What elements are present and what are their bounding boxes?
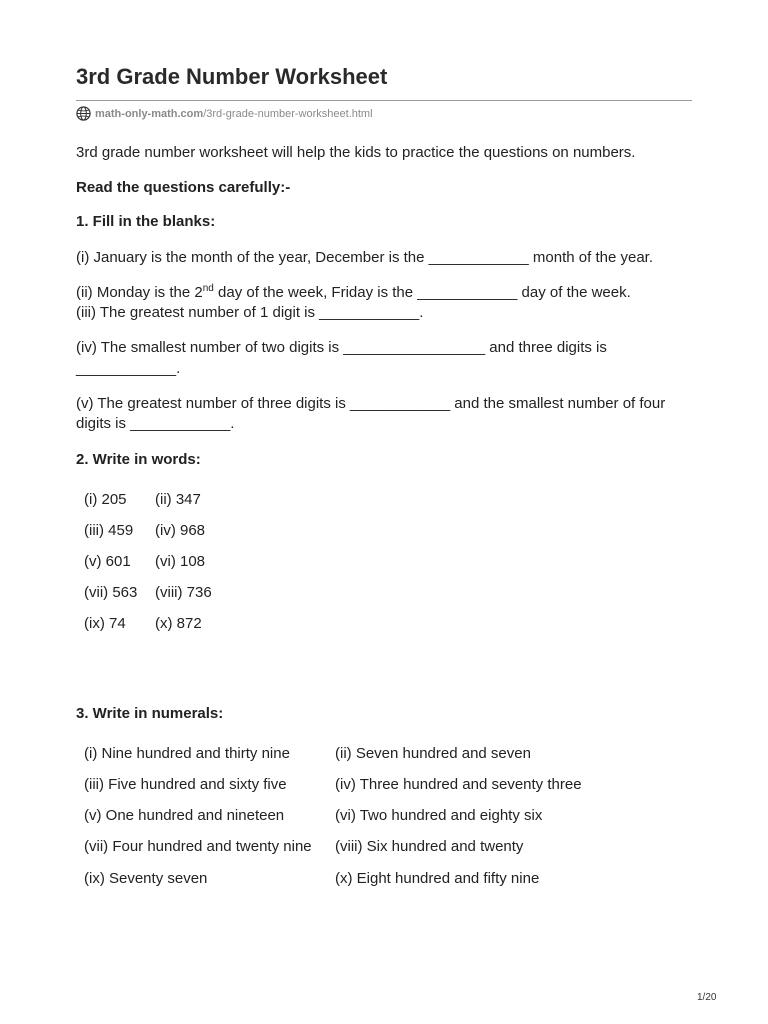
section-2-heading: 2. Write in words: — [76, 451, 201, 468]
list-item: (iii) Five hundred and sixty five — [84, 776, 287, 793]
source-path: /3rd-grade-number-worksheet.html — [203, 107, 373, 120]
question-1-v-line-1: (v) The greatest number of three digits is ____________ and the smallest number of four — [76, 395, 666, 412]
question-1-v-line-2: digits is ____________. — [76, 415, 235, 432]
list-item: (vii) Four hundred and twenty nine — [84, 838, 312, 855]
list-item: (vi) Two hundred and eighty six — [335, 807, 543, 824]
source-link[interactable] — [76, 106, 373, 121]
question-1-ii-pre: (ii) Monday is the 2 — [76, 284, 203, 301]
page-number: 1/20 — [697, 992, 717, 1003]
list-item: (vi) 108 — [155, 553, 206, 570]
list-item: (iii) 459 — [84, 522, 134, 539]
globe-icon — [76, 106, 91, 121]
list-item: (v) 601 — [84, 553, 131, 570]
question-1-i: (i) January is the month of the year, December is the ____________ month of the year. — [76, 249, 654, 266]
title-divider — [76, 100, 692, 101]
list-item: (x) 872 — [155, 615, 202, 632]
list-item: (iv) 968 — [155, 522, 206, 539]
list-item: (ix) 74 — [84, 615, 126, 632]
list-item: (iv) Three hundred and seventy three — [335, 776, 582, 793]
list-item: (i) 205 — [84, 491, 127, 508]
list-item: (ii) 347 — [155, 491, 201, 508]
question-1-ii-post: day of the week, Friday is the ____________ day of the week. — [213, 284, 631, 301]
list-item: (viii) 736 — [155, 584, 212, 601]
list-item: (ix) Seventy seven — [84, 870, 208, 887]
question-1-ii — [76, 283, 631, 303]
section-3-heading: 3. Write in numerals: — [76, 705, 224, 722]
list-item: (x) Eight hundred and fifty nine — [335, 870, 540, 887]
section-1-heading: 1. Fill in the blanks: — [76, 213, 216, 230]
question-1-iii: (iii) The greatest number of 1 digit is ____________. — [76, 304, 424, 321]
ordinal-suffix: nd — [202, 283, 214, 294]
list-item: (vii) 563 — [84, 584, 138, 601]
list-item: (viii) Six hundred and twenty — [335, 838, 524, 855]
list-item: (v) One hundred and nineteen — [84, 807, 285, 824]
question-1-iv-line-2: ____________. — [76, 360, 181, 377]
instruction-text: Read the questions carefully:- — [76, 179, 291, 196]
page-title: 3rd Grade Number Worksheet — [76, 64, 388, 89]
list-item: (ii) Seven hundred and seven — [335, 745, 531, 762]
list-item: (i) Nine hundred and thirty nine — [84, 745, 290, 762]
intro-text: 3rd grade number worksheet will help the kids to practice the questions on numbers. — [76, 144, 636, 161]
question-1-iv-line-1: (iv) The smallest number of two digits is _________________ and three digits is — [76, 339, 607, 356]
source-domain: math-only-math.com — [95, 107, 204, 120]
